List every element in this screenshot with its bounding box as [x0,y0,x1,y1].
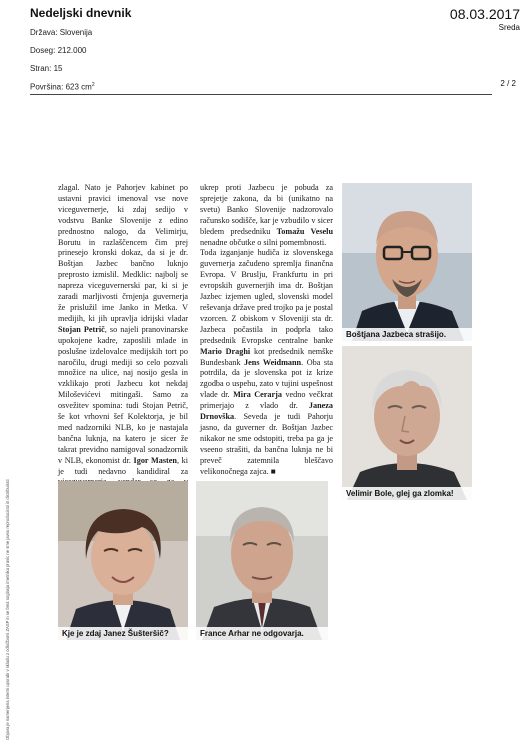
name-janez-drnovsek: Janeza Drnovška [200,401,333,422]
col2-paragraph-2: Toda izganjanje hudiča iz slovenskega guvernerja začudeno spremlja finančna Evropa. V Bruslju, Frankfurtu in pri evropskih guvernerjih ima dr. Boštjan Jazbec izjemen ugled, slovenski model reševanja države pred trojko pa je postal vzorcen. Z obiskom v Sloveniji sta dr. Jazbeca počastila in podprla tako predsednik Evropske centralne banke Mario Draghi kot predsednik nemške Bundesbank Jens Weidmann. Oba sta potrdila, da je slovenska pot iz krize zgodba o uspehu, zato v tujini uspešnost vlade dr. Mira Cerarja vedno večkrat primerjajo z vlado dr. Janeza Drnovška. Seveda je tudi Pahorju jasno, da guverner dr. Boštjan Jazbec nikakor ne sme odstopiti, treba pa ga je vseeno strašiti, da bančna luknja ne bi preveč zatemnila bleščavo velikonočnega zajca. ■ [200,248,333,476]
meta-area-sup: 2 [91,82,95,88]
name-tomaz-vesel: Tomažu Veselu [276,226,333,236]
meta-reach: Doseg: 212.000 [30,46,87,55]
name-mario-draghi: Mario Draghi [200,346,251,356]
col1-paragraph: zlagal. Nato je Pahorjev kabinet po ustavni pravici imenoval vse nove viceguvernerje, ki zdaj sedijo v vodstvu Banke Slovenije z edino prednostno nalogo, da Velimirju, Borutu in razlaščencem čim prej prinesejo kronski dokaz, da si je dr. Boštjan Jazbec bančno luknjo preprosto izmislil. Medklic: najbolj se napreza viceguvernerski par, ki si je zaradi marljivosti črnjenja guvernerja že prislužil ime Janko in Metka. V medijih, ki jih upravlja idrijski vladar Stojan Petrič, so najeli pranovinarske upokojene kadre, zaposlili mlade in poslušne izdelovalce medijskih tort po naročilu, drugi mediji so celo pozvali množice na ulice, naj nosijo gesla in vzklikajo proti Jazbecu kot nekdaj Miloševićevi mitingaši. Samo za osvežitev spomina: tudi Stojan Petrič, še kot vrhovni šef Kolektorja, je bil med nadzorniki NLB, ko je nastajala bančna luknja, na katero je sicer že takrat previdno namigoval sonadzornik v NLB, ekonomist dr. Igor Masten, ki je tudi nedavno kandidiral za [58,183,188,476]
caption-sustersic: Kje je zdaj Janez Šušteršič? [58,627,188,640]
end-mark: ■ [270,466,276,476]
meta-page: Stran: 15 [30,64,63,73]
publication-name: Nedeljski dnevnik [30,6,132,20]
header-rule [30,94,492,95]
meta-country: Država: Slovenija [30,28,93,37]
portrait-sustersic [58,481,188,640]
name-stojan-petric: Stojan Petrič [58,324,105,334]
article-column-1 [58,183,188,510]
photo-bostjan-jazbec [342,183,472,341]
photo-velimir-bole [342,346,472,500]
name-jens-weidmann: Jens Weidmann [244,357,302,367]
page-count: 2 / 2 [500,79,516,88]
publication-weekday: Sreda [498,23,520,32]
article-column-2 [200,183,333,477]
copyright-side-note: Objava je namenjena interni uporabi v skladu z odločbami ZASP in se brez soglasja imetnika pravic ne sme javno reproducirati in distribuirati [5,479,10,740]
photo-france-arhar [196,481,328,640]
name-igor-masten: Igor Masten [133,455,177,465]
name-miro-cerar: Mira Cerarja [233,390,282,400]
publication-date: 08.03.2017 [449,6,520,22]
portrait-jazbec [342,183,472,341]
caption-bole: Velimir Bole, glej ga zlomka! [342,487,472,500]
meta-area-label: Površina: 623 cm [30,82,92,92]
caption-jazbec: Boštjana Jazbeca strašijo. [342,328,472,341]
caption-arhar: France Arhar ne odgovarja. [196,627,328,640]
portrait-bole [342,346,472,500]
meta-area [30,82,95,92]
col2-paragraph-1: ukrep proti Jazbecu je pobuda za sprejetje zakona, da bi (unikatno na svetu) Banko Slovenije nadzorovalo računsko sodišče, kar je vzbudilo v sicer bledem predsedniku Tomažu Veselu nenadne občutke o silni pomembnosti. [200,183,333,247]
photo-janez-sustersic [58,481,188,640]
portrait-arhar [196,481,328,640]
